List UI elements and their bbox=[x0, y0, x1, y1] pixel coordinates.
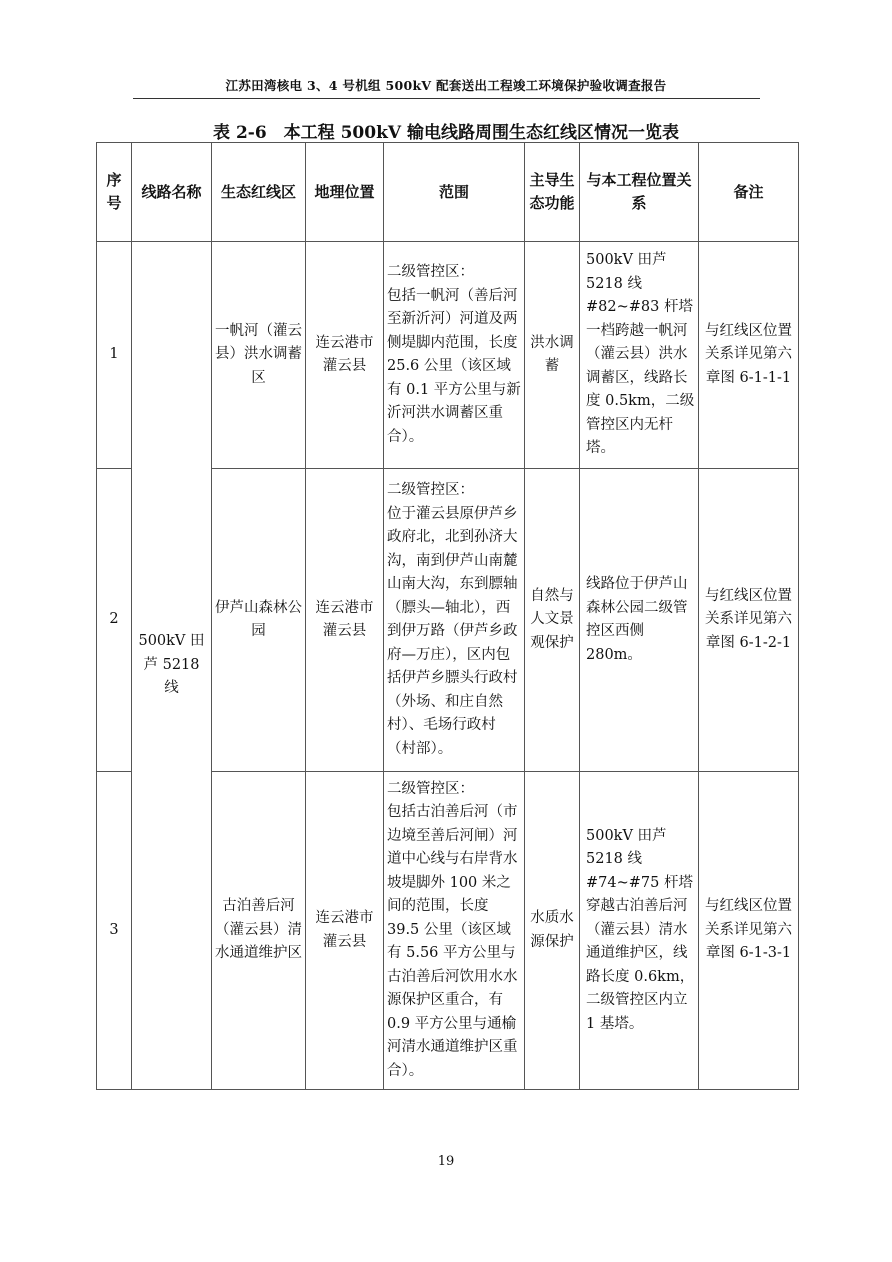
header-divider bbox=[133, 98, 760, 99]
cell-scope: 二级管控区： 包括古泊善后河（市边境至善后河闸）河道中心线与右岸背水坡堤脚外 100 米之间的范围，长度 39.5 公里（该区域有 5.56 平方公里与古泊善后河饮用水水源保护区重合，有 0.9 平方公里与通榆河清水通道维护区重合）。 bbox=[384, 772, 525, 1090]
running-header: 江苏田湾核电 3、4 号机组 500kV 配套送出工程竣工环境保护验收调查报告 bbox=[225, 78, 667, 93]
cell-no: 2 bbox=[97, 469, 132, 772]
table-header-row bbox=[97, 143, 799, 242]
ecological-redline-table bbox=[96, 142, 799, 1090]
cell-no: 3 bbox=[97, 772, 132, 1090]
cell-function: 洪水调蓄 bbox=[525, 242, 580, 469]
table-row bbox=[97, 242, 799, 469]
cell-remark: 与红线区位置关系详见第六章图 6-1-3-1 bbox=[699, 772, 799, 1090]
cell-no: 1 bbox=[97, 242, 132, 469]
cell-relation: 线路位于伊芦山森林公园二级管控区西侧 280m。 bbox=[580, 469, 699, 772]
header-zone: 生态红线区 bbox=[212, 143, 306, 242]
cell-relation: 500kV 田芦 5218 线 #82~#83 杆塔一档跨越一帆河（灌云县）洪水调蓄区，线路长度 0.5km，二级管控区内无杆塔。 bbox=[580, 242, 699, 469]
cell-remark: 与红线区位置关系详见第六章图 6-1-2-1 bbox=[699, 469, 799, 772]
cell-remark: 与红线区位置关系详见第六章图 6-1-1-1 bbox=[699, 242, 799, 469]
header-no: 序号 bbox=[97, 143, 132, 242]
header-function: 主导生态功能 bbox=[525, 143, 580, 242]
cell-zone: 伊芦山森林公园 bbox=[212, 469, 306, 772]
cell-location: 连云港市灌云县 bbox=[306, 242, 384, 469]
header-scope: 范围 bbox=[384, 143, 525, 242]
cell-line-name: 500kV 田芦 5218 线 bbox=[132, 242, 212, 1090]
cell-location: 连云港市灌云县 bbox=[306, 772, 384, 1090]
cell-function: 水质水源保护 bbox=[525, 772, 580, 1090]
cell-scope: 二级管控区： 位于灌云县原伊芦乡政府北，北到孙济大沟，南到伊芦山南麓山南大沟，东到膘轴（膘头—轴北），西到伊万路（伊芦乡政府—万庄），区内包括伊芦乡膘头行政村（外场、和庄自然村）、毛场行政村（村部）。 bbox=[384, 469, 525, 772]
table-title: 表 2-6 本工程 500kV 输电线路周围生态红线区情况一览表 bbox=[213, 123, 679, 143]
cell-relation: 500kV 田芦 5218 线#74~#75 杆塔穿越古泊善后河（灌云县）清水通道维护区，线路长度 0.6km，二级管控区内立 1 基塔。 bbox=[580, 772, 699, 1090]
cell-function: 自然与人文景观保护 bbox=[525, 469, 580, 772]
header-remark: 备注 bbox=[699, 143, 799, 242]
header-line-name: 线路名称 bbox=[132, 143, 212, 242]
header-location: 地理位置 bbox=[306, 143, 384, 242]
cell-scope: 二级管控区： 包括一帆河（善后河至新沂河）河道及两侧堤脚内范围，长度 25.6 公里（该区域有 0.1 平方公里与新沂河洪水调蓄区重合）。 bbox=[384, 242, 525, 469]
cell-zone: 古泊善后河（灌云县）清水通道维护区 bbox=[212, 772, 306, 1090]
cell-location: 连云港市灌云县 bbox=[306, 469, 384, 772]
page-number: 19 bbox=[437, 1154, 455, 1169]
cell-zone: 一帆河（灌云县）洪水调蓄区 bbox=[212, 242, 306, 469]
header-relation: 与本工程位置关系 bbox=[580, 143, 699, 242]
